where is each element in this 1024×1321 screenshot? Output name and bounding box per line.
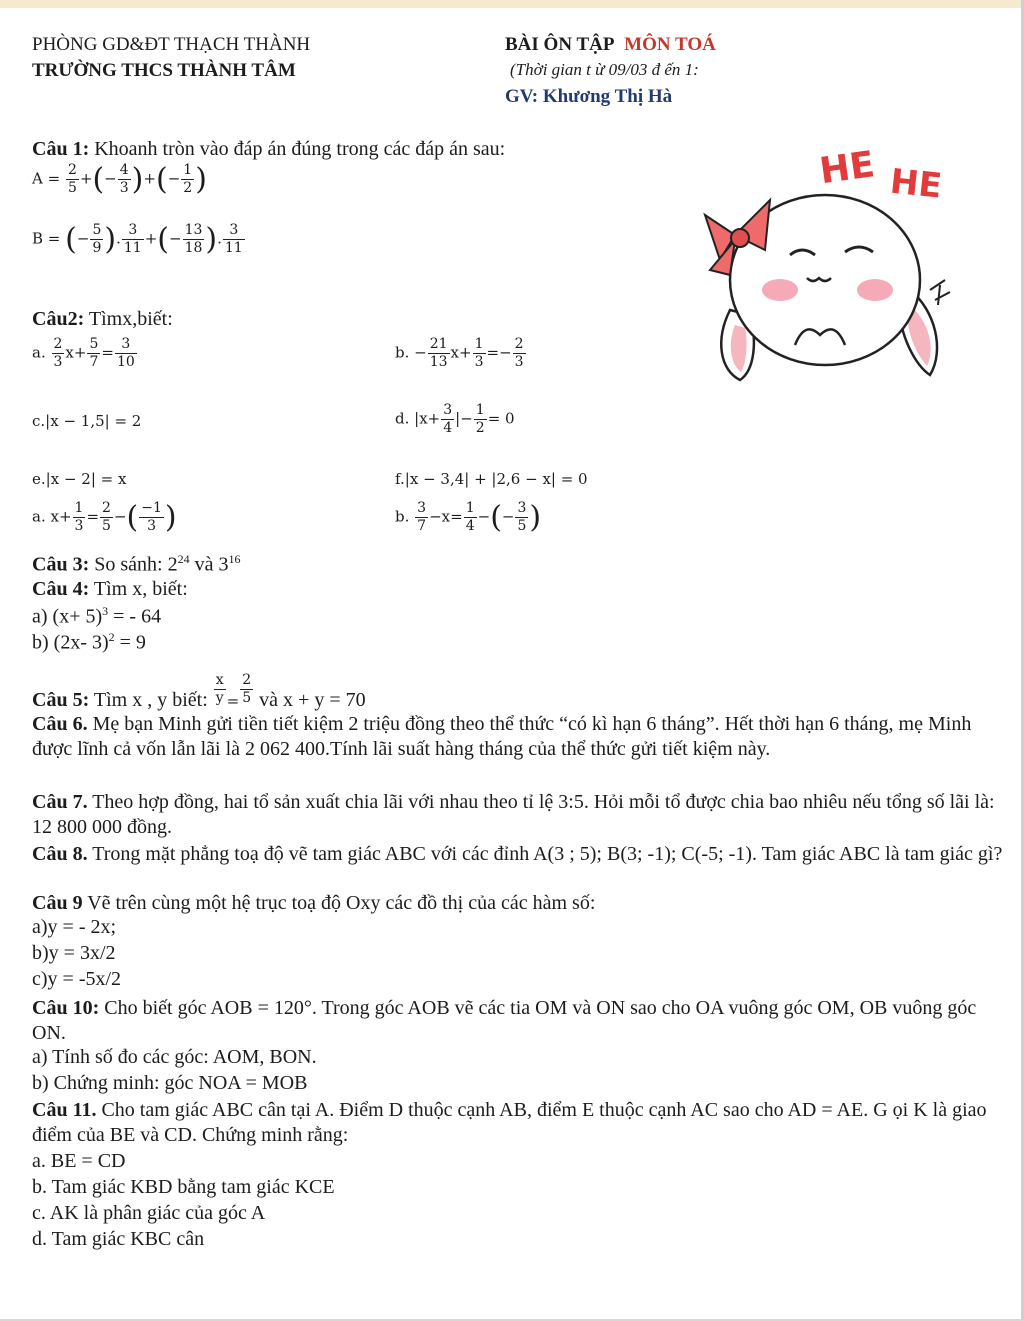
q2-item-b: b. − $\frac{21}{13}$ x+ $\frac{1}{3}$ =− $\frac{2}{3}$ [395,336,524,370]
q9-item-b: b)y = 3x/2 [32,942,116,964]
q9-item-c: c)y = -5x/2 [32,968,122,990]
q7-paragraph: Câu 7. Theo hợp đồng, hai tổ sản xuất chia lãi với nhau theo tỉ lệ 3:5. Hỏi mỗi tổ được chia bao nhiêu nếu tổng số lãi là: 12 800 000 đồng. [32,791,995,838]
q11-item-a: a. BE = CD [32,1150,126,1172]
q2-prompt [32,308,173,331]
title-part-a: BÀI ÔN TẬP [505,34,614,55]
sticker-text-2: HE [888,161,944,207]
q2-item-b2: b. $\frac{3}{7}$ −x= $\frac{1}{4}$ −(− $\frac{3}{5}$ ) [395,500,542,535]
q3-line: Câu 3: So sánh: $2^{24}$ và $3^{16}$ [32,552,241,576]
title-part-b: MÔN TOÁ [624,34,716,55]
laughing-bunny-sticker [695,140,975,410]
q6-paragraph: Câu 6. Mẹ bạn Minh gửi tiền tiết kiệm 2 triệu đồng theo thể thức “có kì hạn 6 tháng”. Hết thời hạn 6 tháng, mẹ Minh được lĩnh cả vốn lẫn lãi là 2 062 400.Tính lãi suất hàng tháng của thể thức gửi tiết kiệm này. [32,713,972,760]
q2-item-f: f.|x − 3,4| + |2,6 − x| = 0 [395,470,588,488]
q5-line: Câu 5: Tìm x , y biết: $\frac{x}{y}$ = $\frac{2}{5}$ và x + y = 70 [32,672,366,711]
q11-item-b: b. Tam giác KBD bằng tam giác KCE [32,1176,335,1198]
school-office: PHÒNG GD&ĐT THẠCH THÀNH [32,34,311,55]
q9-item-a: a)y = - 2x; [32,916,117,938]
q10-paragraph: Câu 10: Cho biết góc AOB = 120°. Trong góc AOB vẽ các tia OM và ON sao cho OA vuông góc OM, OB vuông góc ON. [32,997,977,1044]
q1-expression-a: A = $\frac{2}{5}$ +(− $\frac{4}{3}$ )+(− $\frac{1}{2}$ ) [32,162,207,197]
q1-label: Câu 1: [32,138,90,160]
q2-item-a: a. $\frac{2}{3}$ x+ $\frac{5}{7}$ = $\frac{3}{10}$ [32,336,135,370]
q11-item-c: c. AK là phân giác của góc A [32,1202,266,1224]
q9-paragraph: Câu 9 Vẽ trên cùng một hệ trục toạ độ Oxy các đồ thị của các hàm số: [32,892,596,914]
q10-item-b: b) Chứng minh: góc NOA = MOB [32,1072,308,1094]
sticker-text-1: HE [817,144,878,193]
school-name: TRƯỜNG THCS THÀNH TÂM [32,60,296,81]
q11-item-d: d. Tam giác KBC cân [32,1228,205,1250]
q8-paragraph: Câu 8. Trong mặt phẳng toạ độ vẽ tam giác ABC với các đỉnh A(3 ; 5); B(3; -1); C(-5; -1). Tam giác ABC là tam giác gì? [32,843,1003,865]
time-range: (Thời gian t ừ 09/03 đ ến 1: [510,60,699,79]
q1-prompt [32,138,505,161]
q11-paragraph: Câu 11. Cho tam giác ABC cân tại A. Điểm D thuộc cạnh AB, điểm E thuộc cạnh AC sao cho AD = AE. G ọi K là giao điểm của BE và CD. Chứng minh rằng: [32,1099,987,1146]
worksheet-title [505,34,716,56]
q2-item-e: e.|x − 2| = x [32,470,127,488]
q2-label: Câu2: [32,308,85,330]
q4-item-a: a) $(x+ 5)^3$ = - 64 [32,604,162,628]
q2-text: Tìmx,biết: [84,308,173,330]
q2-item-c: c.|x − 1,5| = 2 [32,412,142,430]
q2-item-d: d. |x+ $\frac{3}{4}$ |− $\frac{1}{2}$ = 0 [395,402,515,436]
q10-item-a: a) Tính số đo các góc: AOM, BON. [32,1046,317,1068]
q1-expression-b: B = (− $\frac{5}{9}$ ). $\frac{3}{11}$ +(− $\frac{13}{18}$ ). $\frac{3}{11}$ [32,222,243,257]
q2-item-a2: a. x+ $\frac{1}{3}$ = $\frac{2}{5}$ −( $\frac{-1}{3}$ ) [32,500,177,535]
teacher-name: GV: Khương Thị Hà [505,86,673,107]
q4-item-b: b) (2x- 3)$^2$ = 9 [32,630,146,654]
q1-text: Khoanh tròn vào đáp án đúng trong các đáp án sau: [89,138,506,160]
q4-prompt: Câu 4: Tìm x, biết: [32,578,188,600]
